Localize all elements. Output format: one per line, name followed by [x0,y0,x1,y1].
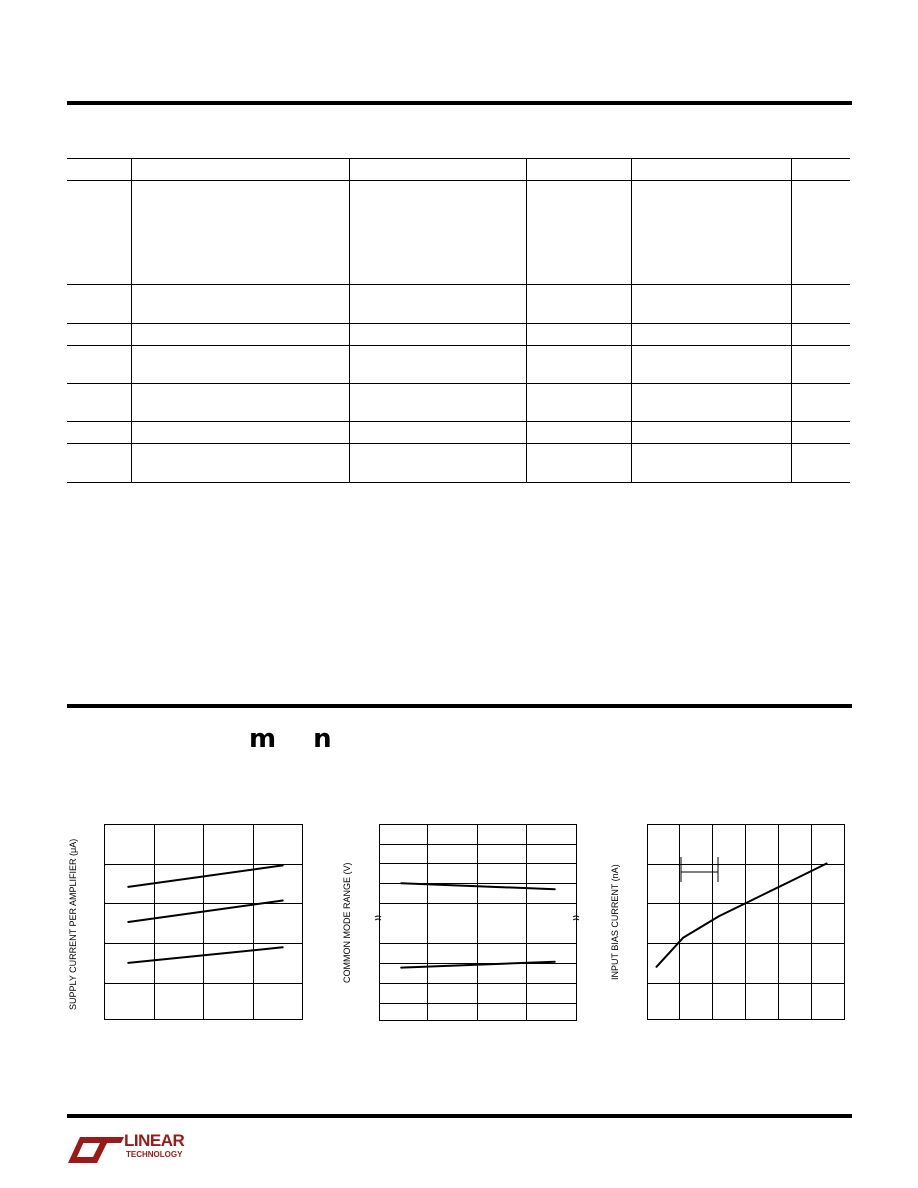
chart3-ylabel: INPUT BIAS CURRENT (nA) [610,864,620,980]
section-symbol-glyphs: m n [249,724,346,754]
logo-text-linear: LINEAR [124,1131,185,1150]
spec-table [67,158,850,483]
series-line-1 [128,865,282,887]
series-line-3 [128,947,282,963]
logo-text-technology: TECHNOLOGY [126,1150,183,1159]
linear-technology-logo [66,1131,196,1165]
chart-grid [380,825,577,1021]
top-rule [67,101,852,105]
chart1-ylabel: SUPPLY CURRENT PER AMPLIFIER (μA) [68,838,78,1010]
chart-input-bias-current [646,820,846,1020]
chart-common-mode-range [378,820,578,1022]
series-line-1 [657,864,827,967]
section-rule [67,704,852,708]
footer-rule [67,1114,852,1118]
chart-supply-current [104,820,304,1020]
lt-logo-icon [66,1131,124,1165]
chart2-ylabel: COMMON MODE RANGE (V) [342,862,352,983]
chart-grid [648,825,845,1020]
axis-break-left [375,916,381,920]
